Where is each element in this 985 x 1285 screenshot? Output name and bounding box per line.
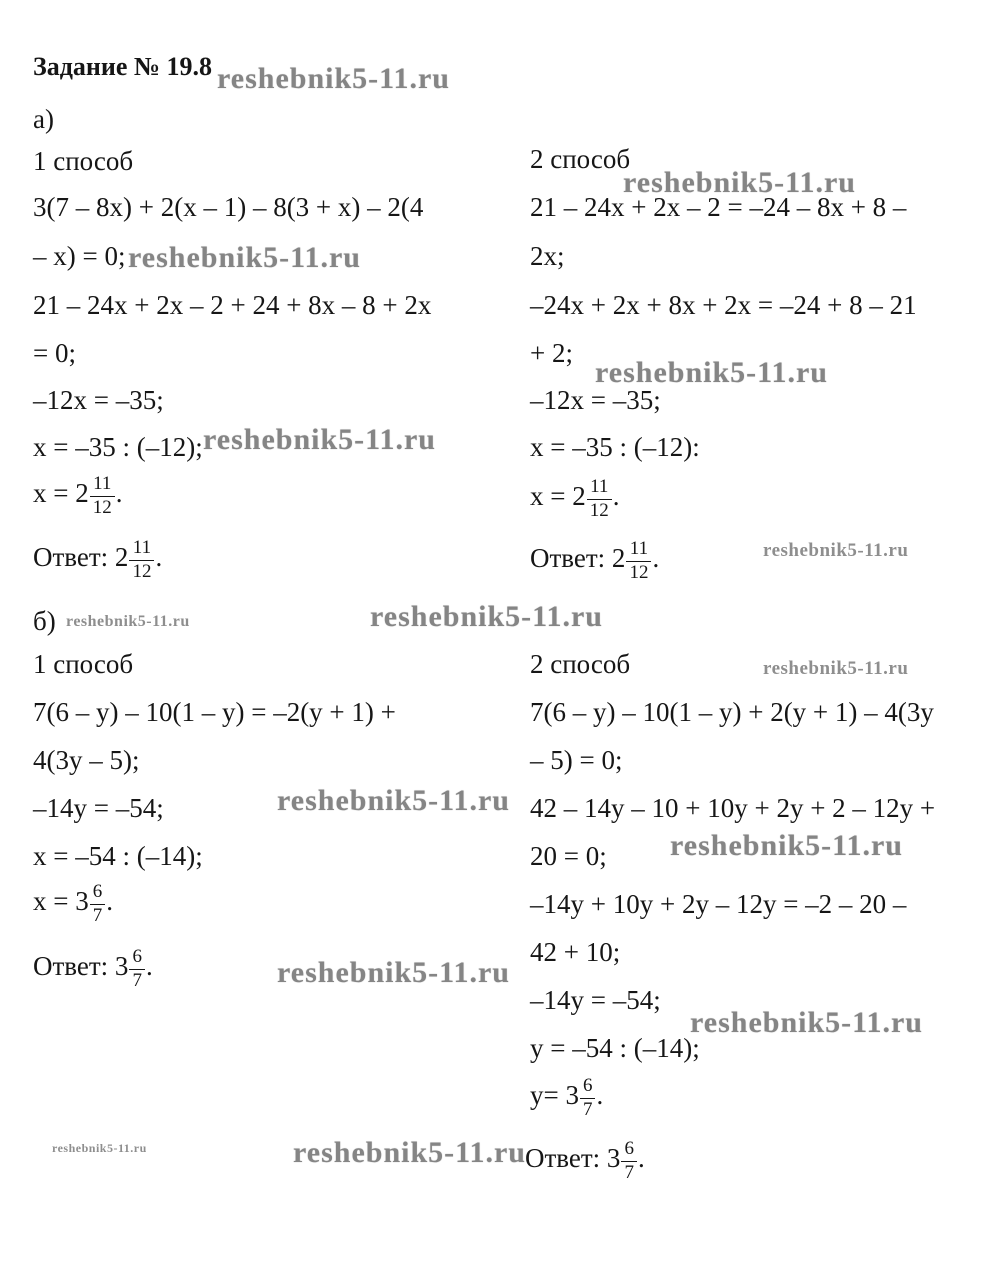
watermark-6: reshebnik5-11.ru	[66, 613, 190, 630]
b-m2-line-5-text-0: –14y + 10y + 2y – 12y = –2 – 20 –	[530, 889, 907, 919]
method-2-heading-b-text-0: 2 способ	[530, 649, 631, 679]
watermark-8: reshebnik5-11.ru	[763, 658, 909, 679]
a-m1-line-4	[33, 336, 76, 370]
method-2-heading-a-text-0: 2 способ	[530, 144, 631, 174]
b-m1-line-4-text-0: x = –54 : (–14);	[33, 841, 203, 871]
method-1-heading-a-text-0: 1 способ	[33, 146, 134, 176]
b-m2-line-4	[530, 839, 607, 873]
a-m1-result-fraction-numerator: 11	[90, 474, 115, 497]
watermark-1: reshebnik5-11.ru	[623, 166, 856, 199]
a-m1-result-text-0: x = 2	[33, 478, 89, 509]
a-m1-result-text-2: .	[115, 478, 123, 509]
b-m1-answer-text-2: .	[145, 951, 153, 982]
a-m2-line-4-text-0: + 2;	[530, 338, 573, 368]
b-m2-line-2	[530, 743, 622, 777]
a-m2-answer-text-0: Ответ: 2	[530, 543, 626, 574]
a-m1-result	[33, 474, 122, 518]
a-m1-line-2	[33, 239, 125, 273]
b-m1-line-4	[33, 839, 203, 873]
a-m1-line-5	[33, 383, 164, 417]
page-title: Задание № 19.8	[33, 52, 213, 81]
method-1-heading-b-text-0: 1 способ	[33, 649, 134, 679]
a-m1-answer-text-2: .	[155, 542, 163, 573]
a-m1-line-5-text-0: –12x = –35;	[33, 385, 164, 415]
section-b-label	[33, 604, 56, 638]
a-m2-line-6-text-0: x = –35 : (–12):	[530, 432, 700, 462]
b-m2-line-7	[530, 983, 661, 1017]
a-m1-result-fraction	[90, 474, 115, 518]
a-m1-answer-text-0: Ответ: 2	[33, 542, 129, 573]
watermark-14: reshebnik5-11.ru	[293, 1136, 526, 1169]
b-m2-result-fraction-denominator: 7	[582, 1098, 593, 1120]
b-m2-line-2-text-0: – 5) = 0;	[530, 745, 623, 775]
b-m2-answer-text-2: .	[637, 1143, 645, 1174]
b-m1-result-fraction-numerator: 6	[90, 882, 106, 905]
b-m1-result	[33, 882, 113, 926]
a-m2-result	[530, 477, 619, 521]
a-m2-line-2	[530, 239, 565, 273]
b-m1-line-2-text-0: 4(3y – 5);	[33, 745, 140, 775]
section-b-label-text-0: б)	[33, 606, 56, 636]
b-m2-result	[530, 1076, 603, 1120]
a-m2-line-3	[530, 288, 917, 322]
b-m2-line-3-text-0: 42 – 14y – 10 + 10y + 2y + 2 – 12y +	[530, 793, 936, 823]
b-m1-result-text-2: .	[106, 886, 113, 917]
a-m2-result-text-0: x = 2	[530, 481, 586, 512]
b-m1-answer	[33, 947, 153, 991]
b-m1-line-1-text-0: 7(6 – y) – 10(1 – y) = –2(y + 1) +	[33, 697, 396, 727]
a-m1-line-3	[33, 288, 431, 322]
watermark-0: reshebnik5-11.ru	[217, 62, 450, 95]
a-m1-line-4-text-0: = 0;	[33, 338, 76, 368]
b-m2-line-1	[530, 695, 934, 729]
b-m1-line-2	[33, 743, 139, 777]
b-m2-answer-fraction	[621, 1139, 637, 1183]
a-m1-line-1-text-0: 3(7 – 8x) + 2(x – 1) – 8(3 + x) – 2(4	[33, 192, 424, 222]
watermark-12: reshebnik5-11.ru	[690, 1006, 923, 1039]
watermark-10: reshebnik5-11.ru	[670, 829, 903, 862]
watermark-13: reshebnik5-11.ru	[52, 1141, 147, 1155]
a-m2-line-5-text-0: –12x = –35;	[530, 385, 661, 415]
b-m2-answer-fraction-denominator: 7	[624, 1161, 634, 1183]
a-m2-result-text-2: .	[612, 481, 620, 512]
a-m2-answer-fraction-numerator: 11	[626, 539, 651, 562]
b-m1-result-fraction	[90, 882, 106, 926]
a-m2-answer	[530, 539, 659, 583]
watermark-11: reshebnik5-11.ru	[277, 956, 510, 989]
a-m1-line-3-text-0: 21 – 24x + 2x – 2 + 24 + 8x – 8 + 2x	[33, 290, 432, 320]
b-m1-result-fraction-denominator: 7	[92, 904, 103, 926]
a-m2-line-1-text-0: 21 – 24x + 2x – 2 = –24 – 8x + 8 –	[530, 192, 907, 222]
b-m2-line-8-text-0: y = –54 : (–14);	[530, 1033, 700, 1063]
watermark-4: reshebnik5-11.ru	[203, 423, 436, 456]
a-m2-result-fraction-denominator: 12	[589, 499, 609, 521]
a-m1-answer-fraction	[129, 538, 154, 582]
a-m1-answer	[33, 538, 162, 582]
a-m2-line-6	[530, 430, 700, 464]
a-m1-line-6	[33, 430, 203, 464]
a-m2-line-2-text-0: 2x;	[530, 241, 565, 271]
b-m1-result-text-0: x = 3	[33, 886, 89, 917]
a-m2-answer-fraction	[626, 539, 651, 583]
a-m1-line-2-text-0: – x) = 0;	[33, 241, 126, 271]
b-m2-line-1-text-0: 7(6 – y) – 10(1 – y) + 2(y + 1) – 4(3y	[530, 697, 934, 727]
a-m1-line-1	[33, 190, 423, 224]
method-2-heading-a	[530, 142, 630, 176]
b-m1-answer-fraction-numerator: 6	[129, 947, 145, 970]
a-m1-line-6-text-0: x = –35 : (–12);	[33, 432, 203, 462]
b-m1-answer-fraction	[129, 947, 145, 991]
section-a-label-text-0: а)	[33, 104, 54, 134]
a-m2-answer-fraction-denominator: 12	[629, 561, 649, 583]
method-2-heading-b	[530, 647, 630, 681]
b-m2-line-3	[530, 791, 935, 825]
a-m1-answer-fraction-numerator: 11	[129, 538, 154, 561]
watermark-3: reshebnik5-11.ru	[595, 356, 828, 389]
a-m2-line-4	[530, 336, 573, 370]
watermark-7: reshebnik5-11.ru	[370, 600, 603, 633]
b-m1-line-1	[33, 695, 396, 729]
a-m2-result-fraction	[587, 477, 612, 521]
a-m2-line-3-text-0: –24x + 2x + 8x + 2x = –24 + 8 – 21	[530, 290, 917, 320]
b-m2-result-text-2: .	[596, 1080, 604, 1111]
b-m2-result-fraction	[580, 1076, 596, 1120]
b-m2-result-text-0: y= 3	[530, 1080, 579, 1111]
b-m2-answer	[525, 1139, 645, 1183]
b-m2-answer-fraction-numerator: 6	[621, 1139, 637, 1162]
b-m2-line-6	[530, 935, 620, 969]
b-m2-result-fraction-numerator: 6	[580, 1076, 596, 1099]
b-m1-line-3-text-0: –14y = –54;	[33, 793, 164, 823]
watermark-9: reshebnik5-11.ru	[277, 784, 510, 817]
watermark-5: reshebnik5-11.ru	[763, 540, 909, 561]
a-m1-result-fraction-denominator: 12	[92, 496, 112, 518]
b-m1-line-3	[33, 791, 164, 825]
b-m1-answer-fraction-denominator: 7	[132, 969, 142, 991]
method-1-heading-b	[33, 647, 133, 681]
a-m1-answer-fraction-denominator: 12	[132, 560, 152, 582]
a-m2-answer-text-2: .	[652, 543, 660, 574]
b-m2-line-5	[530, 887, 906, 921]
b-m2-line-8	[530, 1031, 700, 1065]
b-m2-line-7-text-0: –14y = –54;	[530, 985, 661, 1015]
section-a-label	[33, 102, 54, 136]
b-m2-line-6-text-0: 42 + 10;	[530, 937, 621, 967]
b-m2-answer-text-0: Ответ: 3	[525, 1143, 621, 1174]
watermark-2: reshebnik5-11.ru	[128, 241, 361, 274]
a-m2-result-fraction-numerator: 11	[587, 477, 612, 500]
b-m2-line-4-text-0: 20 = 0;	[530, 841, 607, 871]
method-1-heading-a	[33, 144, 133, 178]
b-m1-answer-text-0: Ответ: 3	[33, 951, 129, 982]
